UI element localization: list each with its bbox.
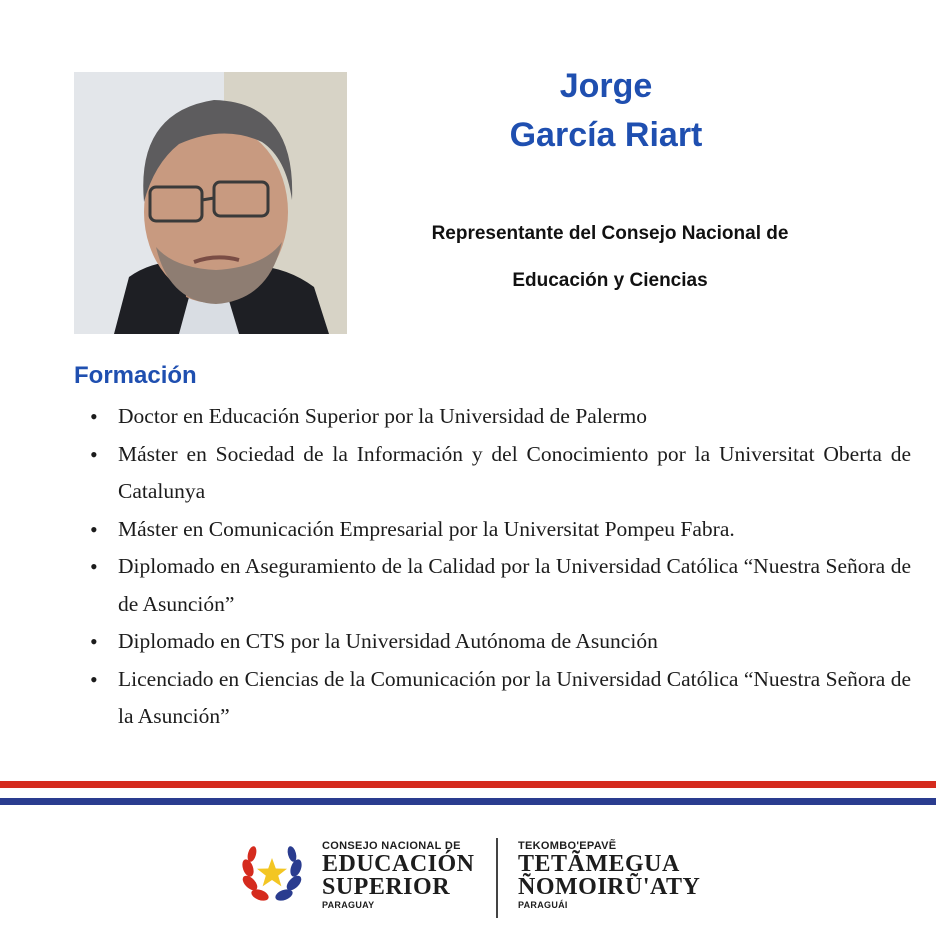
list-item: • Diplomado en CTS por la Universidad Autónoma de Asunción [118,623,911,661]
org-name-guarani [518,840,700,912]
formacion-list [118,398,911,736]
blue-stripe [0,798,936,805]
role-line-2: Educación y Ciencias [512,270,708,291]
org-line-2: EDUCACIÓN [322,851,475,877]
org-line-3-gn: ÑOMOIRŨ'ATY [518,874,701,900]
role-line-1: Representante del Consejo Nacional de [431,223,789,244]
footer-logo [236,832,716,922]
list-item: • Doctor en Educación Superior por la Universidad de Palermo [118,398,911,436]
paraguay-star-laurel-emblem-icon [238,838,306,906]
org-name-spanish [322,840,475,912]
org-line-2-gn: TETÃMEGUA [518,851,680,877]
footer-divider [496,838,498,918]
role-description [370,210,850,304]
org-line-1-gn: TEKOMBO'EPAVẼ [518,840,617,852]
portrait-photo [74,72,347,334]
list-item: • Diplomado en Aseguramiento de la Calidad por la Universidad Católica “Nuestra Señora de de Asunción” [118,548,911,623]
list-item: • Licenciado en Ciencias de la Comunicación por la Universidad Católica “Nuestra Señora de la Asunción” [118,661,911,736]
flag-stripes-divider [0,781,936,811]
red-stripe [0,781,936,788]
list-item: • Máster en Comunicación Empresarial por la Universitat Pompeu Fabra. [118,511,911,549]
org-line-1: CONSEJO NACIONAL DE [322,840,461,852]
person-name [380,62,832,160]
first-name: Jorge [559,67,653,105]
formacion-title: Formación [74,362,197,389]
list-item: • Máster en Sociedad de la Información y del Conocimiento por la Universitat Oberta de Catalunya [118,436,911,511]
org-line-4: PARAGUAY [322,900,375,910]
org-line-4-gn: PARAGUÁI [518,900,568,910]
white-stripe [0,789,936,798]
org-line-3: SUPERIOR [322,874,451,900]
last-name: García Riart [509,116,703,154]
